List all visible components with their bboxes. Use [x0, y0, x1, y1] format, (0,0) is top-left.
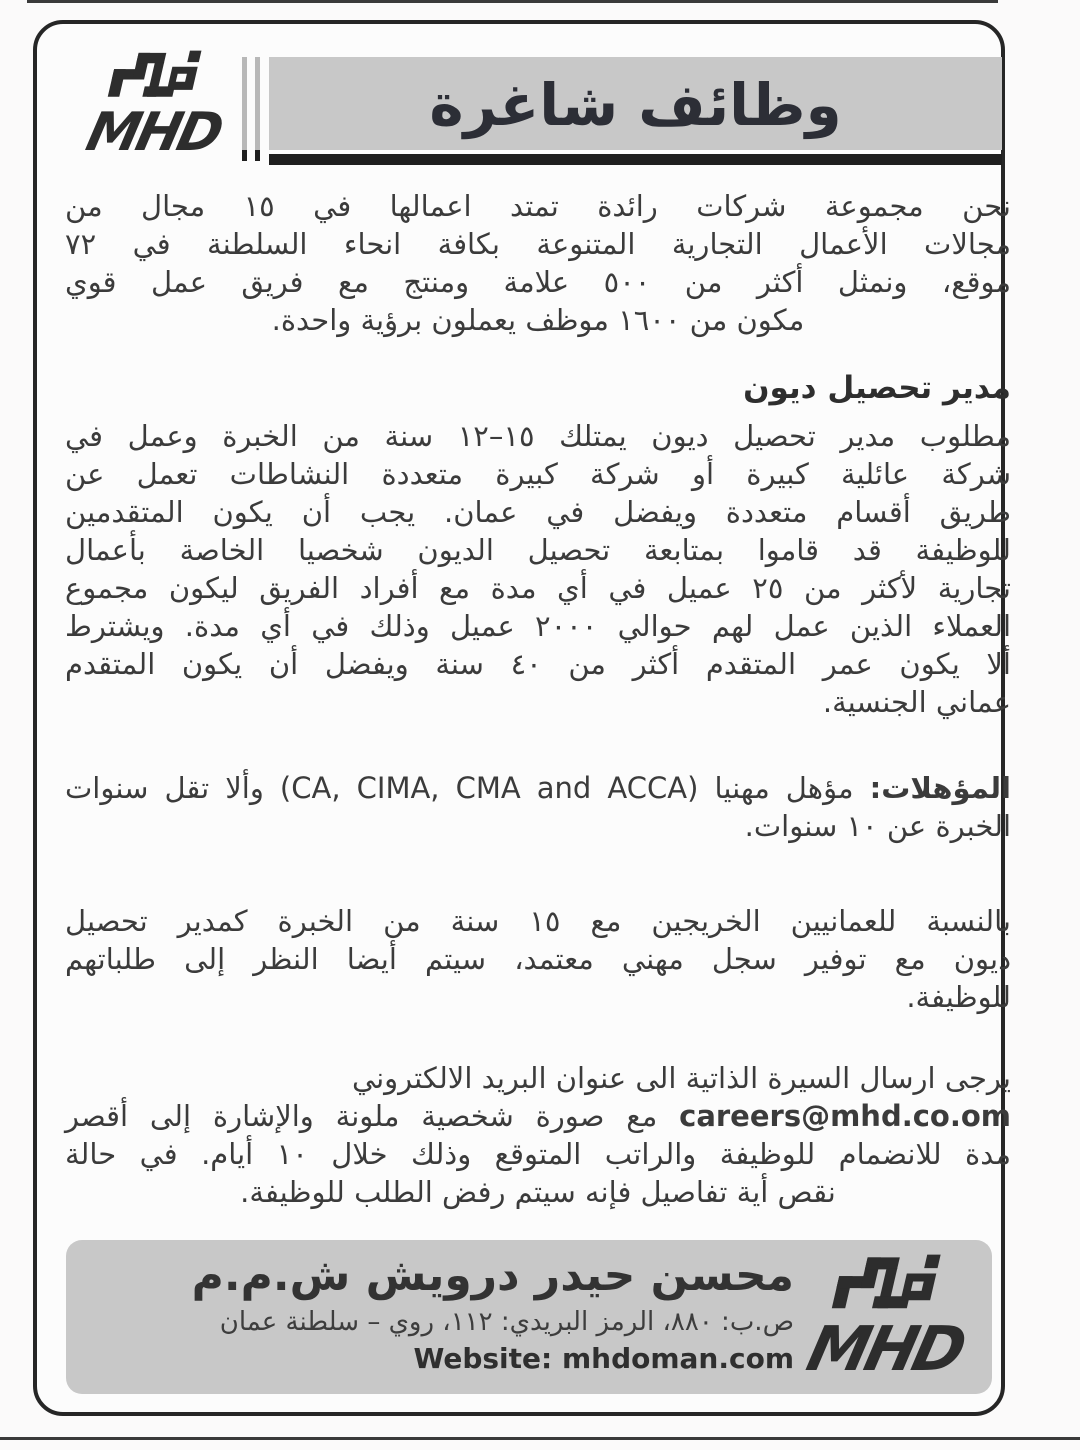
- qualifications-text: مؤهل مهنيا (CA, CIMA, CMA and ACCA) وألا تقل سنوات: [65, 771, 870, 805]
- text-line: ديون مع توفير سجل مهني معتمد، سيتم أيضا النظر إلى طلباتهم: [65, 942, 1011, 976]
- text-line: مدة للانضمام للوظيفة والراتب المتوقع وذلك خلال ١٠ أيام. في حالة: [65, 1137, 1011, 1171]
- company-name: محسن حيدر درويش ش.م.م: [191, 1250, 794, 1301]
- job-title-heading: مدير تحصيل ديون: [743, 370, 1011, 406]
- page-title: وظائف شاغرة: [429, 71, 842, 139]
- title-banner: [269, 57, 1002, 150]
- text-line: شركة عائلية كبيرة أو شركة كبيرة متعددة النشاطات تعمل عن: [65, 457, 1011, 491]
- job-description-paragraph: [65, 417, 1011, 721]
- text-line: العملاء الذين عمل لهم حوالي ٢٠٠٠ عميل وذلك في أي مدة. ويشترط: [65, 609, 1012, 643]
- text-line: عماني الجنسية.: [822, 685, 1011, 719]
- footer-banner: [66, 1240, 992, 1394]
- email-address: careers@mhd.co.om: [679, 1099, 1011, 1133]
- company-website: Website: mhdoman.com: [413, 1342, 794, 1375]
- top-rule: [27, 0, 998, 3]
- mhd-logo-graphic: [798, 1252, 980, 1386]
- job-ad: [33, 20, 1012, 1416]
- text-line: يرجى ارسال السيرة الذاتية الى عنوان البريد الالكتروني: [351, 1061, 1011, 1095]
- text-line: ألا يكون عمر المتقدم أكثر من ٤٠ سنة ويفضل أن يكون المتقدم: [65, 647, 1011, 681]
- text-line: نقص أية تفاصيل فإنه سيتم رفض الطلب للوظيفة.: [240, 1175, 836, 1209]
- title-deco-dash: [255, 150, 260, 161]
- title-deco-bar: [255, 57, 260, 150]
- logo-mhd-text: MHD: [800, 1312, 970, 1385]
- text-line: طريق أقسام متعددة ويفضل في عمان. يجب أن يكون المتقدمين: [65, 495, 1011, 529]
- text-line: للوظيفة قد قاموا بمتابعة تحصيل الديون شخصيا الخاصة بأعمال: [65, 533, 1011, 567]
- application-text: مع صورة شخصية ملونة والإشارة إلى أقصر: [65, 1099, 680, 1133]
- text-line: موقع، ونمثل أكثر من ٥٠٠ علامة ومنتج مع فريق عمل قوي: [65, 265, 1012, 299]
- qualifications-label: المؤهلات:: [869, 771, 1011, 805]
- text-line: [65, 769, 1011, 807]
- text-line: مجالات الأعمال التجارية المتنوعة بكافة انحاء السلطنة في ٧٢: [65, 227, 1011, 261]
- logo-mhd-text: MHD: [82, 100, 227, 163]
- intro-paragraph: [65, 187, 1011, 339]
- mhd-logo: [82, 48, 232, 164]
- text-line: للوظيفة.: [906, 980, 1011, 1014]
- title-deco-dash: [242, 150, 247, 161]
- company-address: ص.ب: ٨٨٠، الرمز البريدي: ١١٢، روي – سلطنة عمان: [219, 1307, 794, 1337]
- title-underline: [269, 154, 1002, 165]
- application-paragraph: [65, 1059, 1011, 1211]
- title-deco-bar: [242, 57, 247, 150]
- text-line: مكون من ١٦٠٠ موظف يعملون برؤية واحدة.: [271, 303, 805, 337]
- qualifications-paragraph: [65, 769, 1011, 845]
- mhd-logo-graphic: [82, 48, 232, 164]
- text-line: الخبرة عن ١٠ سنوات.: [744, 809, 1011, 843]
- text-line: تجارية لأكثر من ٢٥ عميل في أي مدة مع أفراد الفريق ليكون مجموع: [65, 571, 1011, 605]
- mhd-logo-footer: [798, 1252, 980, 1386]
- omani-graduates-paragraph: [65, 902, 1011, 1016]
- footer-text-block: [86, 1248, 794, 1378]
- text-line: بالنسبة للعمانيين الخريجين مع ١٥ سنة من الخبرة كمدير تحصيل: [65, 904, 1011, 938]
- bottom-rule: [0, 1437, 1080, 1440]
- text-line: نحن مجموعة شركات رائدة تمتد اعمالها في ١٥ مجال من: [65, 189, 1011, 223]
- text-line: مطلوب مدير تحصيل ديون يمتلك ١٥–١٢ سنة من الخبرة وعمل في: [65, 419, 1011, 453]
- text-line: [65, 1097, 1011, 1135]
